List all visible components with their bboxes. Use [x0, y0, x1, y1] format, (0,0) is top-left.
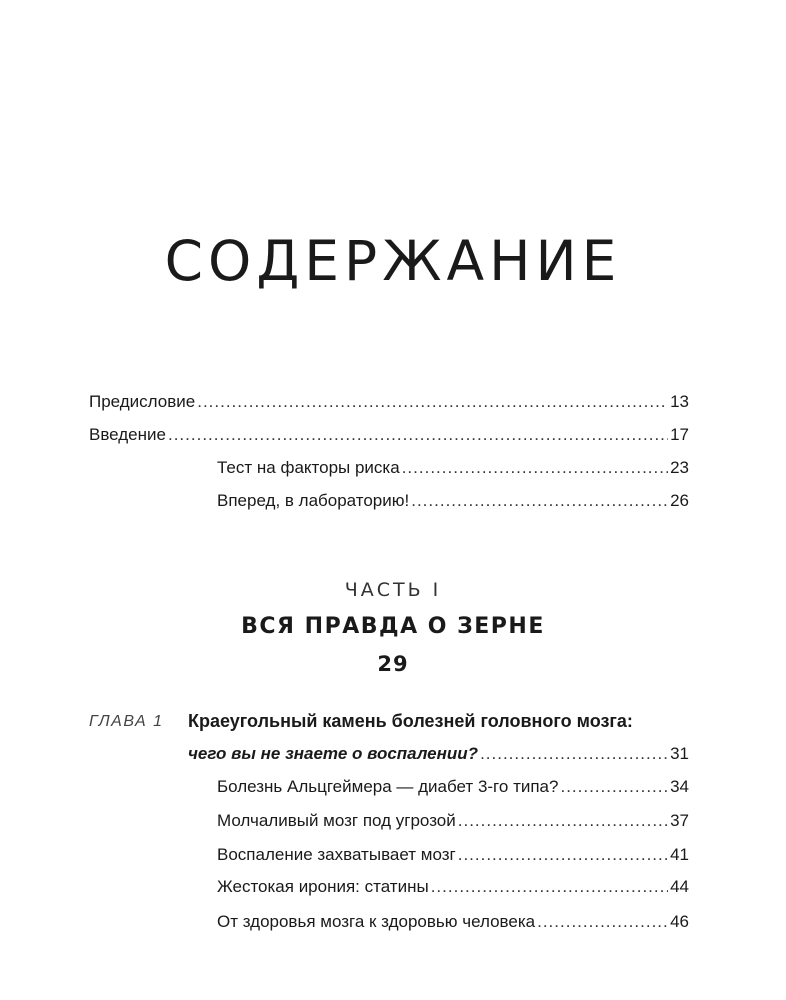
toc-entry-page: 13: [670, 392, 689, 411]
toc-entry-introduction: [89, 424, 689, 446]
toc-entry-preface: [89, 391, 689, 413]
toc-section-entry: [217, 844, 689, 866]
dot-leader: [402, 457, 668, 479]
toc-entry-risk-test: [217, 457, 689, 479]
toc-entry-page: 17: [670, 425, 689, 444]
dot-leader: [458, 810, 668, 832]
dot-leader: [168, 424, 668, 446]
toc-entry-page: 44: [670, 877, 689, 896]
toc-entry-label: Вперед, в лабораторию!: [217, 491, 410, 510]
part-title: ВСЯ ПРАВДА О ЗЕРНЕ: [241, 614, 545, 639]
toc-section-entry: [217, 876, 689, 898]
toc-entry-label: Молчаливый мозг под угрозой: [217, 811, 456, 830]
toc-entry-label: Болезнь Альцгеймера — диабет 3-го типа?: [217, 777, 559, 796]
toc-entry-page: 26: [670, 491, 689, 510]
part-label: ЧАСТЬ I: [344, 579, 442, 601]
toc-section-entry: [217, 911, 689, 933]
toc-entry-laboratory: [217, 490, 689, 512]
toc-entry-page: 37: [670, 811, 689, 830]
toc-entry-page: 46: [670, 912, 689, 931]
toc-entry-label: Жестокая ирония: статины: [217, 877, 429, 896]
page-title: СОДЕРЖАНИЕ: [164, 229, 622, 293]
dot-leader: [560, 776, 668, 798]
toc-entry-label: Воспаление захватывает мозг: [217, 845, 456, 864]
toc-entry-label: От здоровья мозга к здоровью человека: [217, 912, 536, 931]
toc-entry-page: 34: [670, 777, 689, 796]
toc-entry-page: 23: [670, 458, 689, 477]
dot-leader: [411, 490, 668, 512]
dot-leader: [537, 911, 668, 933]
part-page-number: 29: [377, 652, 409, 676]
toc-section-entry: [217, 810, 689, 832]
toc-entry-label: Тест на факторы риска: [217, 458, 400, 477]
chapter-title: Краеугольный камень болезней головного мозга:: [188, 711, 633, 731]
toc-entry-label: Предисловие: [89, 392, 196, 411]
toc-entry-page: 31: [670, 744, 689, 763]
toc-section-entry: [217, 776, 689, 798]
toc-entry-page: 41: [670, 845, 689, 864]
toc-entry-label: Введение: [89, 425, 166, 444]
dot-leader: [458, 844, 668, 866]
chapter-label: ГЛАВА 1: [89, 713, 164, 730]
chapter-subtitle-entry: [188, 743, 689, 765]
dot-leader: [197, 391, 668, 413]
chapter-subtitle: чего вы не знаете о воспалении?: [188, 744, 479, 763]
dot-leader: [431, 876, 668, 898]
dot-leader: [480, 743, 668, 765]
